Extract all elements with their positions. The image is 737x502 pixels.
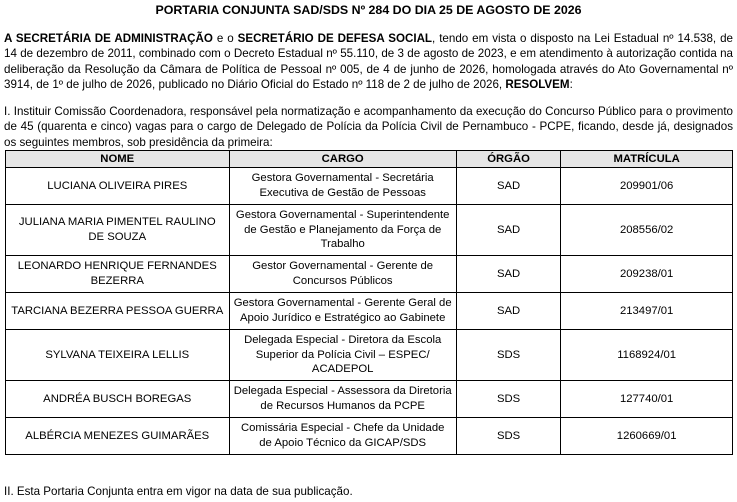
cell-orgao: SAD [456,256,560,293]
cell-nome: TARCIANA BEZERRA PESSOA GUERRA [6,293,230,330]
preamble-paragraph [4,31,733,92]
cell-matricula: 209238/01 [561,256,733,293]
table-row [6,418,733,455]
header-matricula: MATRÍCULA [561,151,733,168]
table-row [6,205,733,256]
cell-orgao: SDS [456,381,560,418]
item-two-paragraph: II. Esta Portaria Conjunta entra em vigor na data de sua publicação. [4,485,353,498]
cell-cargo: Comissária Especial - Chefe da Unidade de Apoio Técnico da GICAP/SDS [229,418,456,455]
header-orgao: ÓRGÃO [456,151,560,168]
preamble-conjunction: e o [212,32,238,45]
members-table [5,150,733,455]
preamble-resolvem: RESOLVEM [505,77,570,91]
cell-orgao: SAD [456,168,560,205]
cell-matricula: 127740/01 [561,381,733,418]
table-row [6,168,733,205]
table-row [6,381,733,418]
document-title: PORTARIA CONJUNTA SAD/SDS Nº 284 DO DIA 25 DE AGOSTO DE 2026 [155,3,582,17]
preamble-colon: : [569,77,573,91]
header-cargo: CARGO [229,151,456,168]
cell-matricula: 213497/01 [561,293,733,330]
cell-orgao: SDS [456,418,560,455]
table-header-row [6,151,733,168]
cell-matricula: 1168924/01 [561,330,733,381]
cell-orgao: SDS [456,330,560,381]
item-one-paragraph: I. Instituir Comissão Coordenadora, responsável pela normatização e acompanhamento da execução do Concurso Público para o provimento de 45 (quarenta e cinco) vagas para o cargo de Delegado de Polícia da Polícia Civil de Pernambuco - PCPE, ficando, desde já, designados os seguintes membros, sob presidência da primeira: [4,105,733,149]
cell-nome: ALBÉRCIA MENEZES GUIMARÃES [6,418,230,455]
preamble-secretario-ds: SECRETÁRIO DE DEFESA SOCIAL [237,32,433,45]
cell-nome: ANDRÉA BUSCH BOREGAS [6,381,230,418]
cell-matricula: 1260669/01 [561,418,733,455]
cell-cargo: Delegada Especial - Diretora da Escola Superior da Polícia Civil – ESPEC/ ACADEPOL [229,330,456,381]
table-row [6,256,733,293]
cell-cargo: Gestora Governamental - Secretária Executiva de Gestão de Pessoas [229,168,456,205]
cell-cargo: Gestora Governamental - Gerente Geral de Apoio Jurídico e Estratégico ao Gabinete [229,293,456,330]
cell-matricula: 209901/06 [561,168,733,205]
cell-orgao: SAD [456,293,560,330]
preamble-body: , tendo em vista o disposto na Lei Estadual nº 14.538, de 14 de dezembro de 2011, combinado com o Decreto Estadual nº 55.110, de 3 de agosto de 2023, e em atendimento à autorização contida na deliberação da Resolução da Câmara de Política de Pessoal nº 005, de 4 de junho de 2026, homologada através do Ato Governamental nº 3914, de 1º de julho de 2026, publicado no Diário Oficial do Estado nº 118 de 2 de julho de 2026, [4,32,733,91]
cell-nome: JULIANA MARIA PIMENTEL RAULINO DE SOUZA [6,205,230,256]
cell-nome: LUCIANA OLIVEIRA PIRES [6,168,230,205]
preamble-secretaria-adm: A SECRETÁRIA DE ADMINISTRAÇÃO [4,32,213,45]
cell-matricula: 208556/02 [561,205,733,256]
cell-cargo: Delegada Especial - Assessora da Diretoria de Recursos Humanos da PCPE [229,381,456,418]
cell-nome: SYLVANA TEIXEIRA LELLIS [6,330,230,381]
header-nome: NOME [6,151,230,168]
cell-cargo: Gestora Governamental - Superintendente de Gestão e Planejamento da Força de Trabalho [229,205,456,256]
table-row [6,330,733,381]
cell-cargo: Gestor Governamental - Gerente de Concursos Públicos [229,256,456,293]
cell-orgao: SAD [456,205,560,256]
table-row [6,293,733,330]
cell-nome: LEONARDO HENRIQUE FERNANDES BEZERRA [6,256,230,293]
